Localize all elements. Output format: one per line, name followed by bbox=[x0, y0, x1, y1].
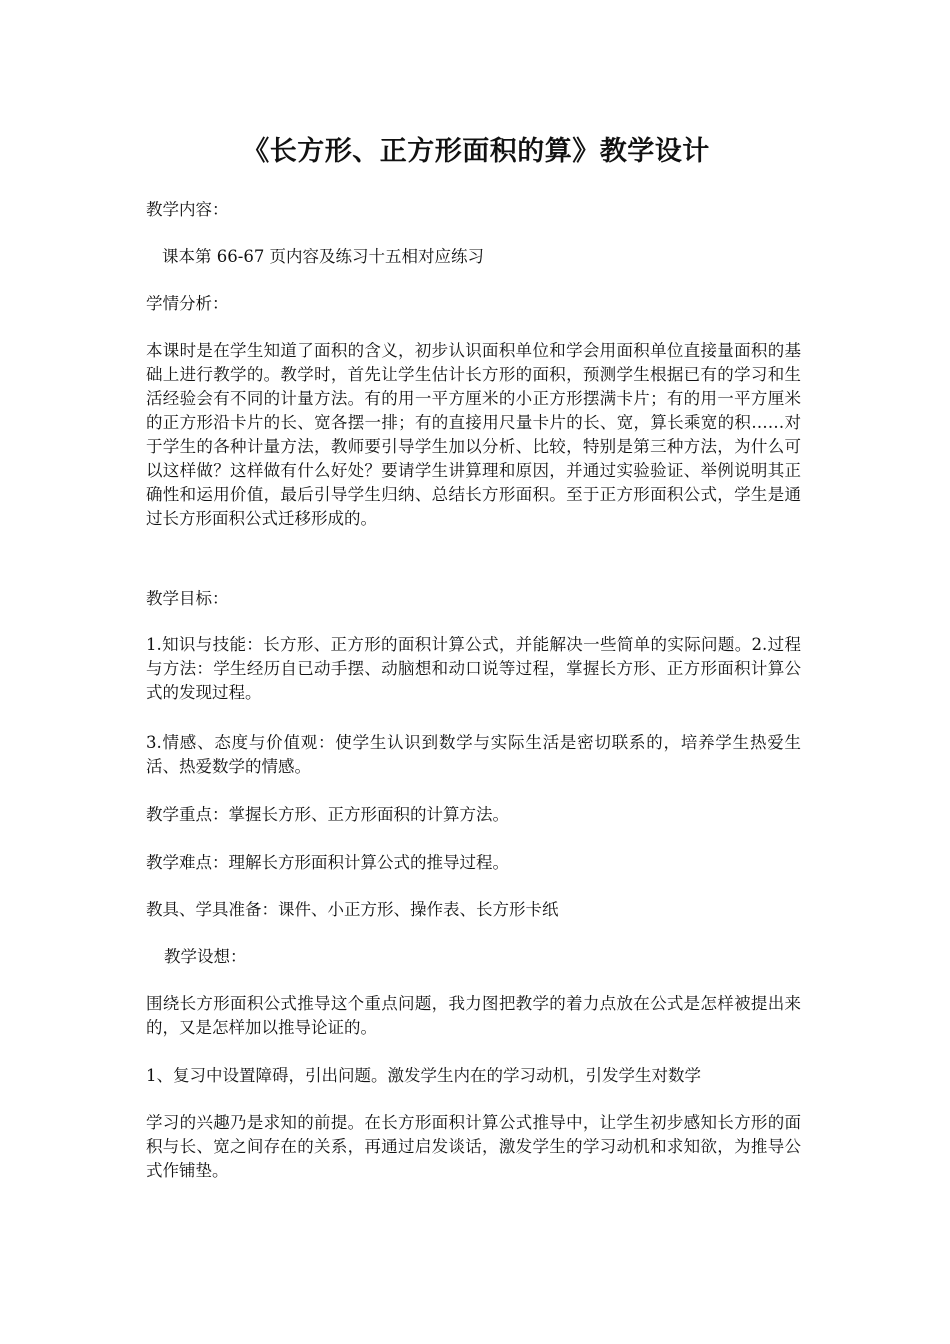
heading-teaching-goals: 教学目标： bbox=[146, 589, 229, 608]
paragraph-materials: 教具、学具准备：课件、小正方形、操作表、长方形卡纸 bbox=[146, 900, 559, 919]
paragraph-step-1-continued: 学习的兴趣乃是求知的前提。在长方形面积计算公式推导中，让学生初步感知长方形的面积与长、宽之间存在的关系，再通过启发谈话，激发学生的学习动机和求知欲，为推导公式作铺垫。 bbox=[146, 1113, 801, 1180]
paragraph-difficulty: 教学难点：理解长方形面积计算公式的推导过程。 bbox=[146, 853, 509, 872]
document-title: 《长方形、正方形面积的算》教学设计 bbox=[242, 136, 710, 167]
paragraph-textbook-pages: 课本第 66-67 页内容及练习十五相对应练习 bbox=[162, 247, 485, 266]
paragraph-key-point: 教学重点：掌握长方形、正方形面积的计算方法。 bbox=[146, 805, 509, 824]
heading-teaching-content: 教学内容： bbox=[146, 200, 229, 219]
paragraph-goals-1-2: 1.知识与技能：长方形、正方形的面积计算公式，并能解决一些简单的实际问题。2.过程与方法：学生经历自已动手摆、动脑想和动口说等过程，掌握长方形、正方形面积计算公式的发现过程。 bbox=[146, 635, 801, 702]
paragraph-teaching-idea: 围绕长方形面积公式推导这个重点问题，我力图把教学的着力点放在公式是怎样被提出来的，又是怎样加以推导论证的。 bbox=[146, 994, 801, 1037]
paragraph-step-1: 1、复习中设置障碍，引出问题。激发学生内在的学习动机，引发学生对数学 bbox=[146, 1066, 701, 1085]
paragraph-learner-analysis: 本课时是在学生知道了面积的含义，初步认识面积单位和学会用面积单位直接量面积的基础上进行教学的。教学时，首先让学生估计长方形的面积，预测学生根据已有的学习和生活经验会有不同的计量方法。有的用一平方厘米的小正方形摆满卡片；有的用一平方厘米的正方形沿卡片的长、宽各摆一排；有的直接用尺量卡片的长、宽，算长乘宽的积……对于学生的各种计量方法，教师要引导学生加以分析、比较，特别是第三种方法，为什么可以这样做？这样做有什么好处？要请学生讲算理和原因，并通过实验验证、举例说明其正确性和运用价值，最后引导学生归纳、总结长方形面积。至于正方形面积公式，学生是通过长方形面积公式迁移形成的。 bbox=[146, 341, 801, 528]
heading-learner-analysis: 学情分析： bbox=[146, 294, 229, 313]
heading-teaching-idea: 教学设想： bbox=[164, 947, 247, 966]
paragraph-goal-3: 3.情感、态度与价值观：使学生认识到数学与实际生活是密切联系的，培养学生热爱生活、热爱数学的情感。 bbox=[146, 733, 801, 776]
